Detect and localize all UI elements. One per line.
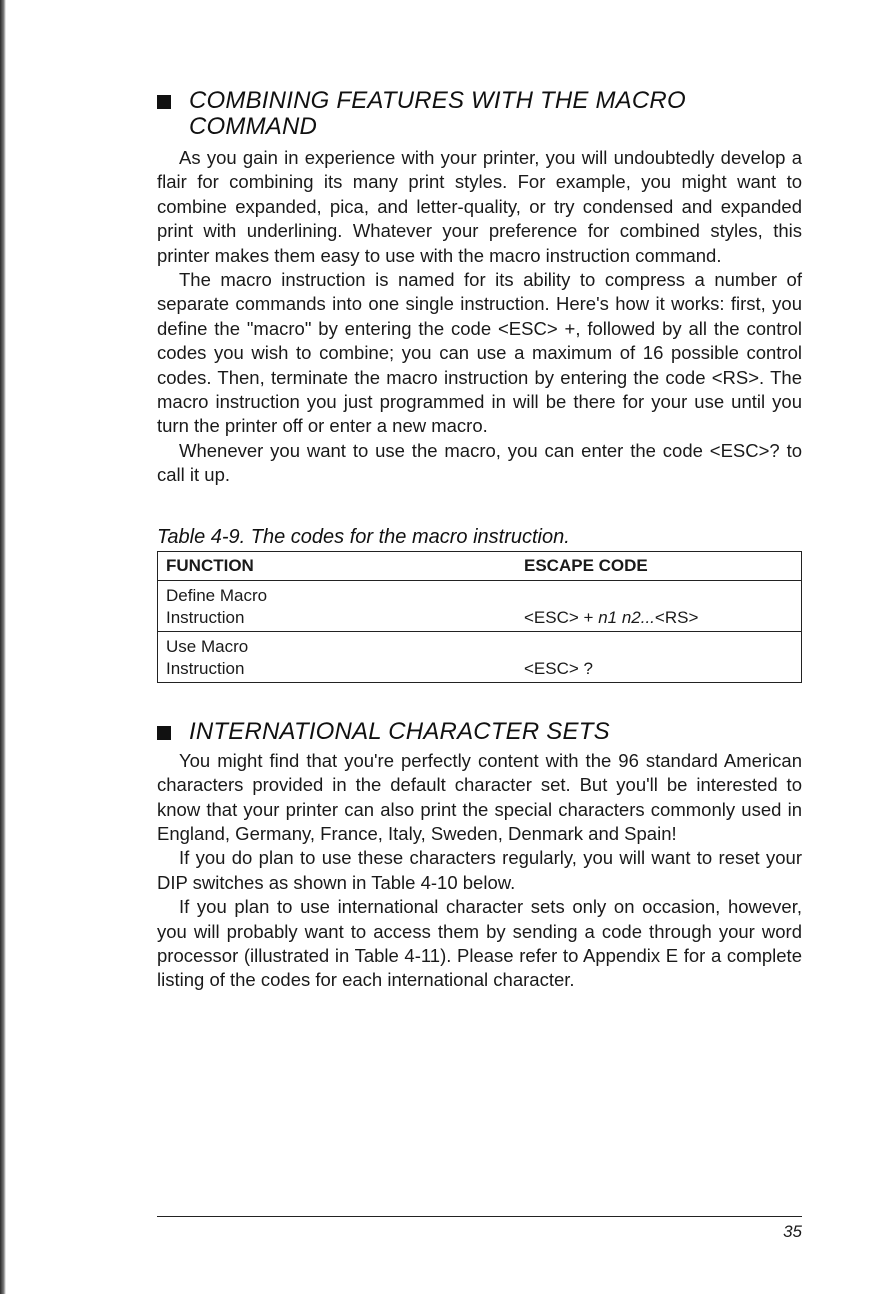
macro-codes-table	[157, 551, 802, 683]
table-header-function: FUNCTION	[158, 551, 517, 580]
heading-line-2: COMMAND	[189, 113, 318, 140]
paragraph: As you gain in experience with your printer, you will undoubtedly develop a flair for combining its many print styles. For example, you might want to combine expanded, pica, and letter-quality, or try condensed and expanded print with underlining. Whatever your preference for combined styles, this printer makes them easy to use with the macro instruction command.	[157, 147, 802, 266]
paragraph: Whenever you want to use the macro, you can enter the code <ESC>? to call it up.	[157, 439, 802, 486]
table-cell-code	[516, 631, 802, 682]
code-prefix: <ESC> +	[524, 607, 599, 627]
heading-line-1: COMBINING FEATURES WITH THE MACRO	[189, 87, 686, 114]
function-line-2: Instruction	[166, 658, 245, 678]
table-caption: Table 4-9. The codes for the macro instruction.	[157, 525, 570, 548]
table-cell-function	[158, 631, 517, 682]
paragraph: The macro instruction is named for its ability to compress a number of separate commands into one single instruction. Here's how it works: first, you define the "macro" by entering the code <ESC> +, followed by all the control codes you wish to combine; you can use a maximum of 16 possible control codes. Then, terminate the macro instruction by entering the code <RS>. The macro instruction you just programmed in will be there for your use until you turn the printer off or enter a new macro.	[157, 269, 802, 437]
function-line-1: Define Macro	[166, 585, 268, 605]
paragraph: If you do plan to use these characters regularly, you will want to reset your DIP switches as shown in Table 4-10 below.	[157, 847, 802, 893]
table-row	[158, 631, 802, 682]
table-cell-code	[516, 580, 802, 631]
table-cell-function	[158, 580, 517, 631]
table-header-row	[158, 551, 802, 580]
table-row	[158, 580, 802, 631]
code-prefix: <ESC> ?	[524, 658, 593, 678]
square-bullet-icon	[157, 95, 171, 109]
code-params: n1 n2...	[598, 607, 655, 627]
paragraph: If you plan to use international character sets only on occasion, however, you will probably want to access them by sending a code through your word processor (illustrated in Table 4-11). Please refer to Appendix E for a complete listing of the codes for each international character.	[157, 896, 802, 991]
footer-rule	[157, 1216, 802, 1217]
function-line-2: Instruction	[166, 607, 245, 627]
section-heading-international	[157, 719, 802, 745]
table-header-escape-code: ESCAPE CODE	[516, 551, 802, 580]
page-number: 35	[783, 1222, 802, 1241]
function-line-1: Use Macro	[166, 636, 249, 656]
section-international-characters	[157, 719, 802, 745]
page-content	[157, 88, 802, 993]
section-heading-macro	[157, 88, 802, 140]
paragraph: You might find that you're perfectly content with the 96 standard American characters provided in the default character set. But you'll be interested to know that your printer can also print the special characters commonly used in England, Germany, France, Italy, Sweden, Denmark and Spain!	[157, 749, 802, 844]
section-combining-features	[157, 88, 802, 140]
square-bullet-icon	[157, 726, 171, 740]
code-suffix: <RS>	[654, 607, 699, 627]
page-binding-edge	[0, 0, 6, 1294]
heading-line: INTERNATIONAL CHARACTER SETS	[189, 717, 610, 745]
